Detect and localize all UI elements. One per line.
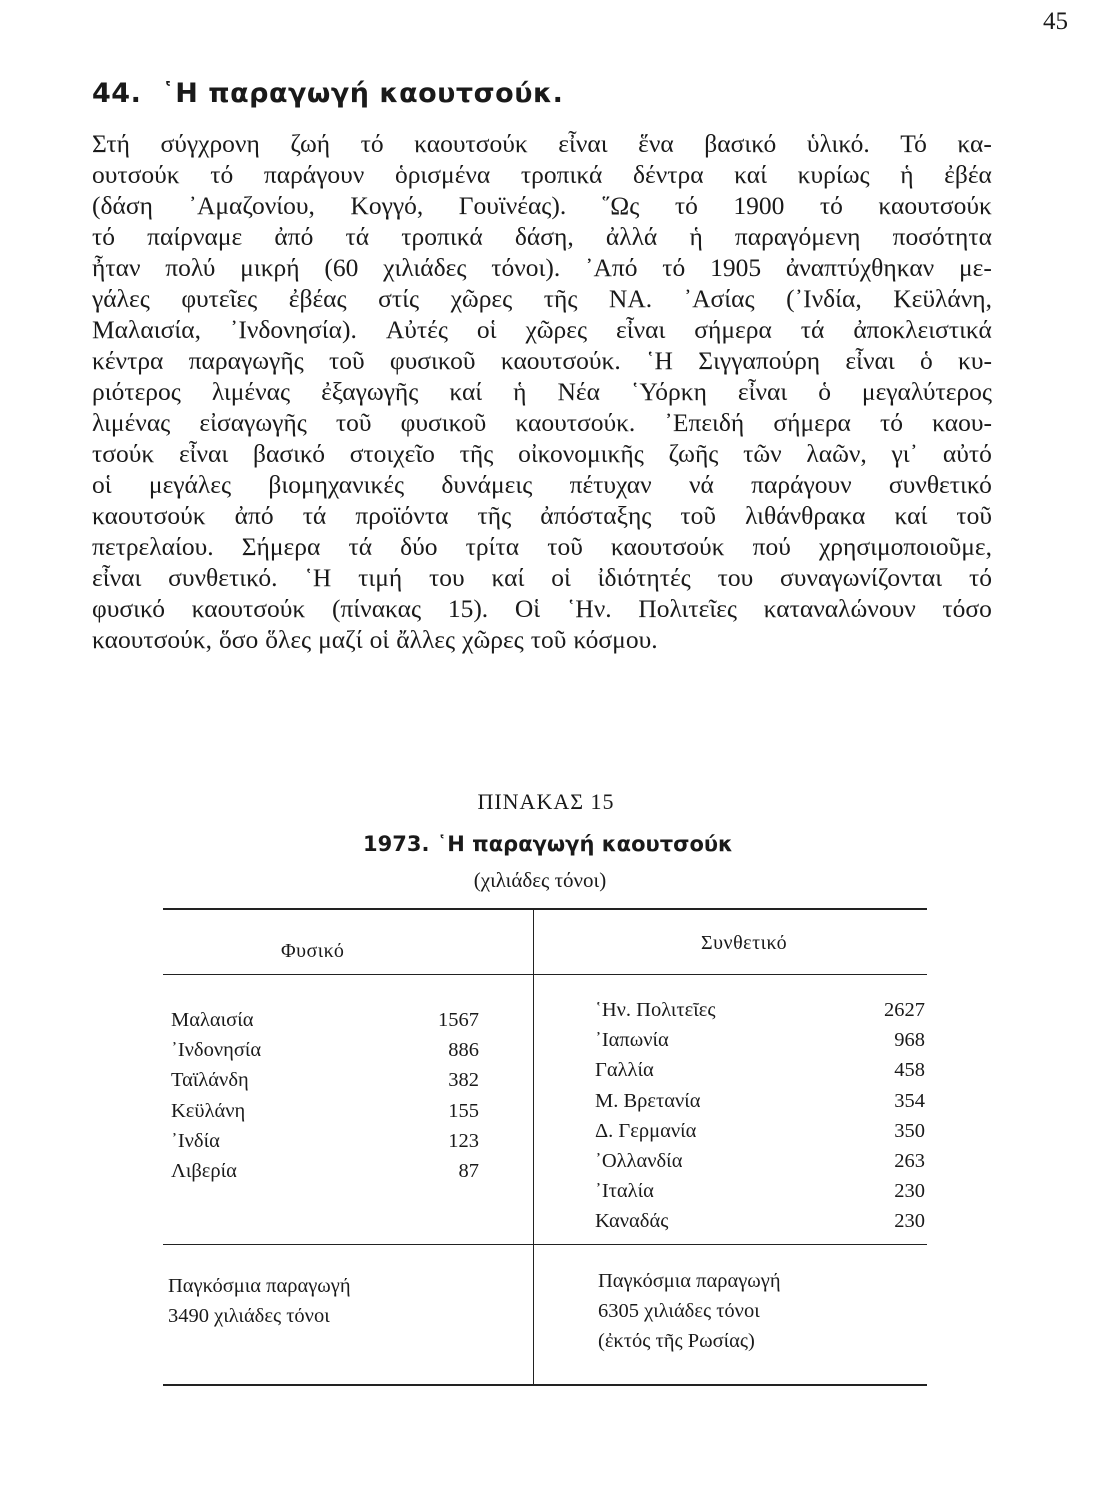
word: τοῦ	[329, 346, 365, 375]
word: Στή	[92, 129, 130, 158]
word: καί	[894, 501, 928, 530]
word: δάση,	[514, 222, 574, 251]
word: κα-	[957, 129, 992, 158]
word: μεγαλύτερος	[861, 377, 992, 406]
word: τά	[302, 501, 327, 530]
word: νά	[688, 470, 714, 499]
production-value: 968	[894, 1029, 925, 1052]
word: καουτσούκ	[92, 501, 206, 530]
country-name: Ταϊλάνδη	[171, 1069, 249, 1092]
word: ἡ	[900, 160, 914, 189]
word: κέντρα	[92, 346, 164, 375]
table-row	[171, 1035, 479, 1065]
word: φυσικοῦ	[400, 408, 487, 437]
country-name: Καναδάς	[595, 1210, 669, 1233]
word: καί	[491, 563, 525, 592]
word: ῾Ην.	[566, 594, 612, 623]
word: τιμή	[358, 563, 403, 592]
word: εἶναι	[178, 439, 229, 468]
word: ῞Ως	[601, 191, 640, 220]
word: ὅσο	[218, 625, 259, 654]
word: ᾿Αμαζονίου,	[188, 191, 315, 220]
country-name: ᾿Ολλανδία	[595, 1149, 683, 1172]
word: εἶναι	[92, 563, 142, 592]
word: τό	[662, 253, 686, 282]
word: χῶρες	[450, 284, 513, 313]
paragraph-line	[92, 593, 992, 624]
word: καταναλώνουν	[763, 594, 916, 623]
word: πέτυχαν	[569, 470, 652, 499]
word: μαζί	[318, 625, 363, 654]
paragraph-line	[92, 376, 992, 407]
word: καου-	[932, 408, 992, 437]
word: Σιγγαπούρη	[698, 346, 821, 375]
country-name: Δ. Γερμανία	[595, 1119, 697, 1142]
word: εἶναι	[616, 315, 666, 344]
paragraph-line	[92, 500, 992, 531]
word: ἀποκλειστικά	[853, 315, 992, 344]
word: ριότερος	[92, 377, 181, 406]
word: ἡ	[689, 222, 703, 251]
word: ἀπό	[234, 501, 274, 530]
word: τό	[968, 563, 992, 592]
production-value: 458	[894, 1059, 925, 1082]
table-row	[595, 1086, 925, 1116]
word: ἀπό	[274, 222, 314, 251]
paragraph-line	[92, 159, 992, 190]
table-row	[595, 1055, 925, 1085]
production-value: 87	[458, 1159, 479, 1182]
word: οἱ	[92, 470, 112, 499]
word: ᾿Επειδή	[664, 408, 745, 437]
word: σύγχρονη	[160, 129, 260, 158]
word: λιμένας	[211, 377, 291, 406]
word: ουτσούκ	[92, 160, 180, 189]
word: Μαλαισία,	[92, 315, 201, 344]
word: τό	[210, 160, 234, 189]
word: μεγάλες	[148, 470, 232, 499]
word: συνθετικό	[888, 470, 992, 499]
word: χῶρες	[462, 625, 524, 654]
word: βασικό	[252, 439, 325, 468]
word: τῶν	[743, 439, 782, 468]
word: Κεϋλάνη,	[893, 284, 992, 313]
word: λιμένας	[92, 408, 171, 437]
paragraph-line	[92, 407, 992, 438]
paragraph-line	[92, 221, 992, 252]
word: καουτσούκ.	[500, 346, 621, 375]
table-row	[171, 1065, 479, 1095]
word: τοῦ	[530, 625, 567, 654]
paragraph-line	[92, 531, 992, 562]
word: ὁρισμένα	[394, 160, 491, 189]
total-line: 3490 χιλιάδες τόνοι	[168, 1305, 330, 1327]
word: δυνάμεις	[441, 470, 533, 499]
word: σήμερα	[773, 408, 851, 437]
word: ἀλλά	[605, 222, 658, 251]
word: ΝΑ.	[608, 284, 653, 313]
word: ἐβέα	[944, 160, 992, 189]
word: βιομηχανικές	[268, 470, 405, 499]
word: τό	[92, 222, 115, 251]
word: Κογγό,	[350, 191, 424, 220]
word: ὅλες	[265, 625, 312, 654]
word: δέντρα	[632, 160, 704, 189]
table-row	[595, 1206, 925, 1236]
word: του	[717, 563, 754, 592]
word: ῾Η	[646, 346, 673, 375]
table-label: ΠΙΝΑΚΑΣ 15	[477, 789, 615, 814]
paragraph-line	[92, 562, 992, 593]
word: καί	[734, 160, 768, 189]
paragraph-line	[92, 438, 992, 469]
word: τό	[819, 191, 843, 220]
word: καουτσούκ	[610, 532, 725, 561]
word: ἡ	[513, 377, 527, 406]
word: τά	[348, 532, 373, 561]
paragraph-line	[92, 128, 992, 159]
paragraph-line	[92, 624, 992, 655]
natural-rows	[171, 1005, 479, 1186]
table-row	[595, 1025, 925, 1055]
country-name: Κεϋλάνη	[171, 1099, 246, 1122]
country-name: ᾿Ιαπωνία	[595, 1029, 669, 1052]
synthetic-rows	[595, 995, 925, 1237]
paragraph-line	[92, 283, 992, 314]
country-name: Γαλλία	[595, 1059, 654, 1082]
word: τά	[800, 315, 825, 344]
word: ᾿Ασίας	[683, 284, 755, 313]
word: οἱ	[551, 563, 571, 592]
word: εἰσαγωγῆς	[199, 408, 307, 437]
word: ῾Υόρκη	[630, 377, 707, 406]
word: οἰκονομικῆς	[518, 439, 644, 468]
word: τοῦ	[547, 532, 583, 561]
word: γάλες	[92, 284, 150, 313]
country-name: Μ. Βρετανία	[595, 1089, 701, 1112]
word: τῆς	[477, 501, 512, 530]
word: παίρναμε	[147, 222, 243, 251]
production-value: 263	[894, 1149, 925, 1172]
word: φυσικό	[92, 594, 165, 623]
total-line: (ἐκτός τῆς Ρωσίας)	[598, 1330, 755, 1352]
word: βασικό	[704, 129, 777, 158]
table-unit: (χιλιάδες τόνοι)	[473, 868, 607, 892]
section-heading	[92, 78, 563, 109]
word: ᾿Ινδονησία).	[229, 315, 357, 344]
word: καουτσούκ,	[92, 625, 212, 654]
word: σήμερα	[694, 315, 772, 344]
word: λαῶν,	[806, 439, 867, 468]
paragraph-line	[92, 190, 992, 221]
word: τοῦ	[956, 501, 992, 530]
word: χρησιμοποιοῦμε,	[818, 532, 992, 561]
table-row	[171, 1126, 479, 1156]
word: 1905	[710, 253, 762, 282]
totals-divider	[163, 1244, 927, 1245]
word: τό	[360, 129, 384, 158]
word: Οἱ	[514, 594, 541, 623]
word: τροπικά	[520, 160, 603, 189]
natural-world-total	[168, 1271, 351, 1331]
country-name: ᾿Ινδία	[171, 1129, 220, 1152]
synthetic-world-total	[598, 1266, 781, 1356]
production-value: 354	[894, 1089, 925, 1112]
word: προϊόντα	[355, 501, 449, 530]
word: ᾿Από	[584, 253, 638, 282]
word: ἀπόσταξης	[540, 501, 652, 530]
country-name: Μαλαισία	[171, 1009, 254, 1031]
country-name: ᾿Ιταλία	[595, 1180, 654, 1203]
word: καουτσούκ	[191, 594, 306, 623]
paragraph-line	[92, 314, 992, 345]
table-row	[595, 1146, 925, 1176]
word: ἄλλες	[396, 625, 456, 654]
table-row	[171, 1005, 479, 1035]
word: καί	[449, 377, 483, 406]
word: χῶρες	[525, 315, 588, 344]
word: καουτσούκ	[414, 129, 528, 158]
word: φυτεῖες	[181, 284, 258, 313]
word: Πολιτεῖες	[638, 594, 737, 623]
word: ποσότητα	[892, 222, 992, 251]
word: παράγουν	[751, 470, 852, 499]
word: πετρελαίου.	[92, 532, 214, 561]
word: ἰδιότητές	[597, 563, 691, 592]
word: Νέα	[557, 377, 600, 406]
word: ὁ	[818, 377, 831, 406]
word: τόσο	[942, 594, 992, 623]
word: φυσικοῦ	[389, 346, 476, 375]
word: ἀναπτύχθηκαν	[785, 253, 935, 282]
word: (60	[324, 253, 359, 282]
word: 15).	[447, 594, 489, 623]
word: του	[429, 563, 465, 592]
word: αὐτό	[942, 439, 992, 468]
paragraph-line	[92, 345, 992, 376]
total-line: 6305 χιλιάδες τόνοι	[598, 1300, 760, 1322]
word: τό	[674, 191, 698, 220]
production-value: 886	[448, 1039, 479, 1062]
column-divider	[533, 910, 534, 1384]
word: (πίνακας	[331, 594, 422, 623]
table-row	[595, 1116, 925, 1146]
word: συνθετικό.	[168, 563, 278, 592]
word: Σήμερα	[241, 532, 321, 561]
section-number: 44.	[92, 78, 142, 109]
word: κυ-	[958, 346, 992, 375]
word: τά	[345, 222, 370, 251]
word: δύο	[400, 532, 438, 561]
word: ἐξαγωγῆς	[321, 377, 419, 406]
word: παραγόμενη	[734, 222, 861, 251]
total-line: Παγκόσμια παραγωγή	[598, 1270, 781, 1292]
production-value: 350	[894, 1119, 925, 1142]
production-value: 123	[448, 1129, 479, 1152]
production-value: 1567	[438, 1009, 479, 1031]
word: λιθάνθρακα	[745, 501, 866, 530]
production-value: 2627	[884, 999, 925, 1021]
word: μικρή	[240, 253, 300, 282]
word: Γουϊνέας).	[458, 191, 567, 220]
word: τόνοι).	[491, 253, 561, 282]
synthetic-column-header: Συνθετικό	[701, 932, 788, 954]
production-value: 230	[894, 1210, 925, 1233]
table-heading: 1973. ῾Η παραγωγή καουτσούκ	[363, 832, 733, 856]
word: ῾Η	[304, 563, 332, 592]
word: χιλιάδες	[383, 253, 467, 282]
production-value: 155	[448, 1099, 479, 1122]
word: συναγωνίζονται	[780, 563, 943, 592]
word: οἱ	[369, 625, 390, 654]
word: εἶναι	[737, 377, 788, 406]
header-divider	[163, 974, 927, 975]
word: καουτσούκ.	[515, 408, 636, 437]
word: κόσμου.	[573, 625, 658, 654]
table-row	[595, 995, 925, 1025]
word: ἦταν	[92, 253, 141, 282]
country-name: Λιβερία	[171, 1159, 237, 1182]
word: παράγουν	[263, 160, 365, 189]
word: κυρίως	[797, 160, 870, 189]
word: τσούκ	[92, 439, 155, 468]
word: εἶναι	[558, 129, 608, 158]
word: Τό	[900, 129, 927, 158]
paragraph-line	[92, 252, 992, 283]
table-row	[595, 1176, 925, 1206]
word: πολύ	[165, 253, 216, 282]
word: τρίτα	[465, 532, 520, 561]
word: καουτσούκ	[878, 191, 992, 220]
word: τοῦ	[680, 501, 717, 530]
paragraph-line	[92, 469, 992, 500]
rubber-production-table	[163, 908, 927, 1386]
word: 1900	[733, 191, 785, 220]
natural-column-header: Φυσικό	[281, 940, 345, 962]
production-value: 382	[448, 1069, 479, 1092]
word: τροπικά	[401, 222, 483, 251]
word: στίς	[378, 284, 420, 313]
word: παραγωγῆς	[188, 346, 304, 375]
country-name: ῾Ην. Πολιτεῖες	[595, 999, 716, 1021]
word: οἱ	[476, 315, 497, 344]
word: τό	[880, 408, 904, 437]
word: τῆς	[459, 439, 494, 468]
country-name: ᾿Ινδονησία	[171, 1039, 262, 1062]
body-paragraph	[92, 128, 992, 655]
section-title: ῾Η παραγωγή καουτσούκ.	[161, 78, 564, 109]
word: ἐβέας	[288, 284, 347, 313]
word: τοῦ	[335, 408, 372, 437]
word: γι᾿	[891, 439, 919, 468]
table-row	[171, 1156, 479, 1186]
word: ἕνα	[638, 129, 674, 158]
word: στοιχεῖο	[349, 439, 435, 468]
table-row	[171, 1096, 479, 1126]
word: (δάση	[92, 191, 153, 220]
production-value: 230	[894, 1180, 925, 1203]
word: πού	[752, 532, 791, 561]
word: εἶναι	[845, 346, 895, 375]
word: ὑλικό.	[806, 129, 870, 158]
word: ὁ	[920, 346, 933, 375]
word: ζωῆς	[668, 439, 719, 468]
total-line: Παγκόσμια παραγωγή	[168, 1275, 351, 1297]
page-number: 45	[1043, 8, 1068, 35]
word: ζωή	[290, 129, 331, 158]
word: τῆς	[543, 284, 578, 313]
word: Αὐτές	[385, 315, 448, 344]
word: (᾿Ινδία,	[786, 284, 862, 313]
word: με-	[958, 253, 992, 282]
